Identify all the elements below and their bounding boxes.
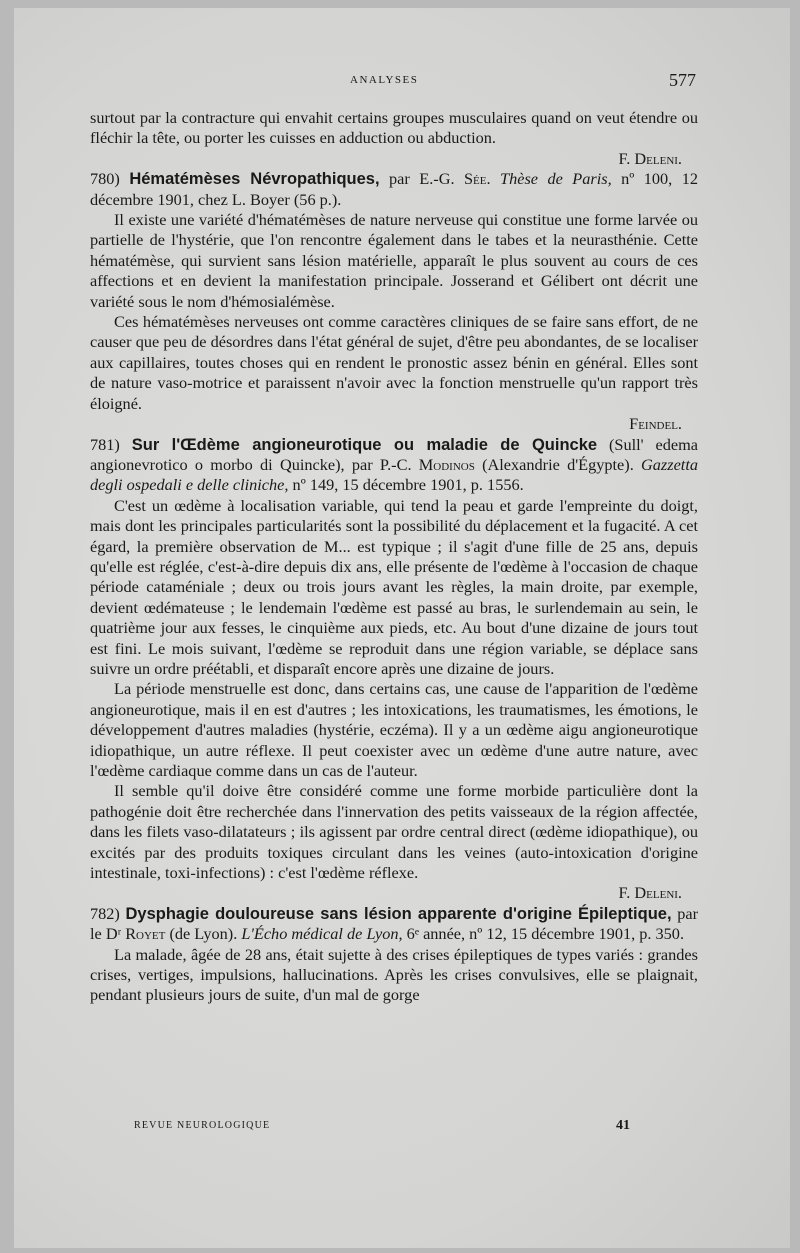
paragraph: Il existe une variété d'hématémèses de nature nerveuse qui constitue une forme larvée ou partielle de l'hystérie, que l'on rencontre également dans le tabes et la neurasthénie. Cette hématémèse, qui survient sans lésion matérielle, apparaît le plus souvent au cours de ces affections et en devient la manifestation principale. Josserand et Gélibert ont décrit une variété sous le nom d'hémosialémèse. [90, 210, 698, 311]
entry-source-details: nº 100, 12 décembre 1901, chez L. Boyer (56 p.). [90, 169, 698, 209]
page-header [14, 70, 790, 94]
journal-name: REVUE NEUROLOGIQUE [134, 1120, 271, 1131]
entry-number: 780) [90, 169, 120, 189]
paragraph: C'est un œdème à localisation variable, qui tend la peau et garde l'empreinte du doigt, mais dont les principales particularités sont la possibilité du déplacement et la fugacité. A cet égard, la première observation de M... est typique ; il s'agit d'une fille de 25 ans, depuis qu'elle est réglée, c'est-à-dire depuis dix ans, elle présente de l'œdème à l'occasion de chaque période cataméniale ; deux ou trois jours avant les règles, la main droite, par exemple, devient œdémateuse ; le lendemain l'œdème est passé au bras, le surlendemain au sein, le quatrième jour aux fesses, le cinquième aux pieds, etc. Au bout d'une dizaine de jours tout est fini. Le mois suivant, l'œdème se reproduit dans une région variable, se déplace sans suivre un ordre préétabli, et disparaît encore après une dizaine de jours. [90, 495, 698, 678]
page-footer [14, 1118, 790, 1142]
paragraph: Il semble qu'il doive être considéré comme une forme morbide particulière dont la pathogénie doit être recherchée dans l'innervation des petits vaisseaux de la région affectée, dans les filets vaso-dilatateurs ; ils agissent par ordre central direct (œdème idiopathique), ou excités par des produits toxiques circulant dans les veines (auto-intoxication d'origine intestinale, toxi-infections) : c'est l'œdème réflexe. [90, 781, 698, 883]
signature: Feindel. [629, 414, 682, 434]
paragraph-continued: surtout par la contracture qui envahit certains groupes musculaires quand on veut étendre ou fléchir la tête, ou porter les cuisses en adduction ou abduction. [90, 108, 698, 148]
running-title: ANALYSES [350, 74, 419, 86]
entry-author: Royet [125, 924, 166, 944]
page-number: 577 [669, 70, 696, 90]
entry-source: L'Écho médical de Lyon, [241, 924, 403, 944]
entry-source: Gazzetta degli ospedali e delle cliniche, [90, 454, 698, 495]
entry-source: Thèse de Paris, [490, 169, 612, 189]
entry-number: 781) [90, 434, 120, 454]
entry-byline: par le Dʳ [90, 903, 698, 944]
entry-title: Hématémèses Névropathiques, [129, 170, 380, 189]
signature: F. Deleni. [618, 883, 682, 903]
entry-byline: par E.-G. [379, 169, 464, 189]
entry-author: Modinos [418, 454, 475, 474]
paragraph: La malade, âgée de 28 ans, était sujette à des crises épileptiques de types variés : grandes crises, vertiges, impulsions, hallucinations. Après les crises convulsives, elle se plaignait, pendant plusieurs jours de suite, d'un mal de gorge [90, 944, 698, 1005]
entry-title: Dysphagie douloureuse sans lésion apparente d'origine Épileptique, [125, 904, 672, 923]
entry-heading-780 [90, 169, 698, 210]
paragraph: Ces hématémèses nerveuses ont comme caractères cliniques de se faire sans effort, de ne causer que peu de désordres dans l'état général de sujet, d'être peu abondantes, de se localiser aux capillaires, toutes choses qui en rendent le pronostic assez bénin en général. Elles sont de nature vaso-motrice et paraissent n'avoir avec la fonction menstruelle qu'un rapport très éloigné. [90, 312, 698, 413]
signature: F. Deleni. [618, 148, 682, 168]
paragraph: La période menstruelle est donc, dans certains cas, une cause de l'apparition de l'œdème angioneurotique, mais il en est d'autres ; les intoxications, les traumatismes, les émotions, le développement d'autres maladies (hystérie, eczéma). Il y a un œdème aigu angioneurotique idiopathique, un autre réflexe. Il peut coexister avec un œdème d'une autre nature, avec l'œdème cardiaque comme dans un cas de l'auteur. [90, 679, 698, 780]
signature-mark: 41 [616, 1118, 630, 1133]
entry-author: Sée. [464, 169, 491, 189]
scanned-page [14, 8, 790, 1248]
entry-source-details: nº 149, 15 décembre 1901, p. 1556. [288, 475, 524, 495]
entry-location: (de Lyon). [165, 924, 242, 944]
entry-heading-781 [90, 435, 698, 496]
entry-location: (Alexandrie d'Égypte). [474, 454, 642, 474]
entry-heading-782 [90, 904, 698, 945]
entry-number: 782) [90, 903, 120, 923]
entry-source-details: 6ᵉ année, nº 12, 15 décembre 1901, p. 350. [402, 924, 685, 944]
entry-title: Sur l'Œdème angioneurotique ou maladie de Quincke [131, 435, 598, 454]
page-body [90, 108, 698, 1006]
entry-subtitle: (Sull' edema angionevrotico o morbo di Quincke), par P.-C. [90, 434, 698, 474]
